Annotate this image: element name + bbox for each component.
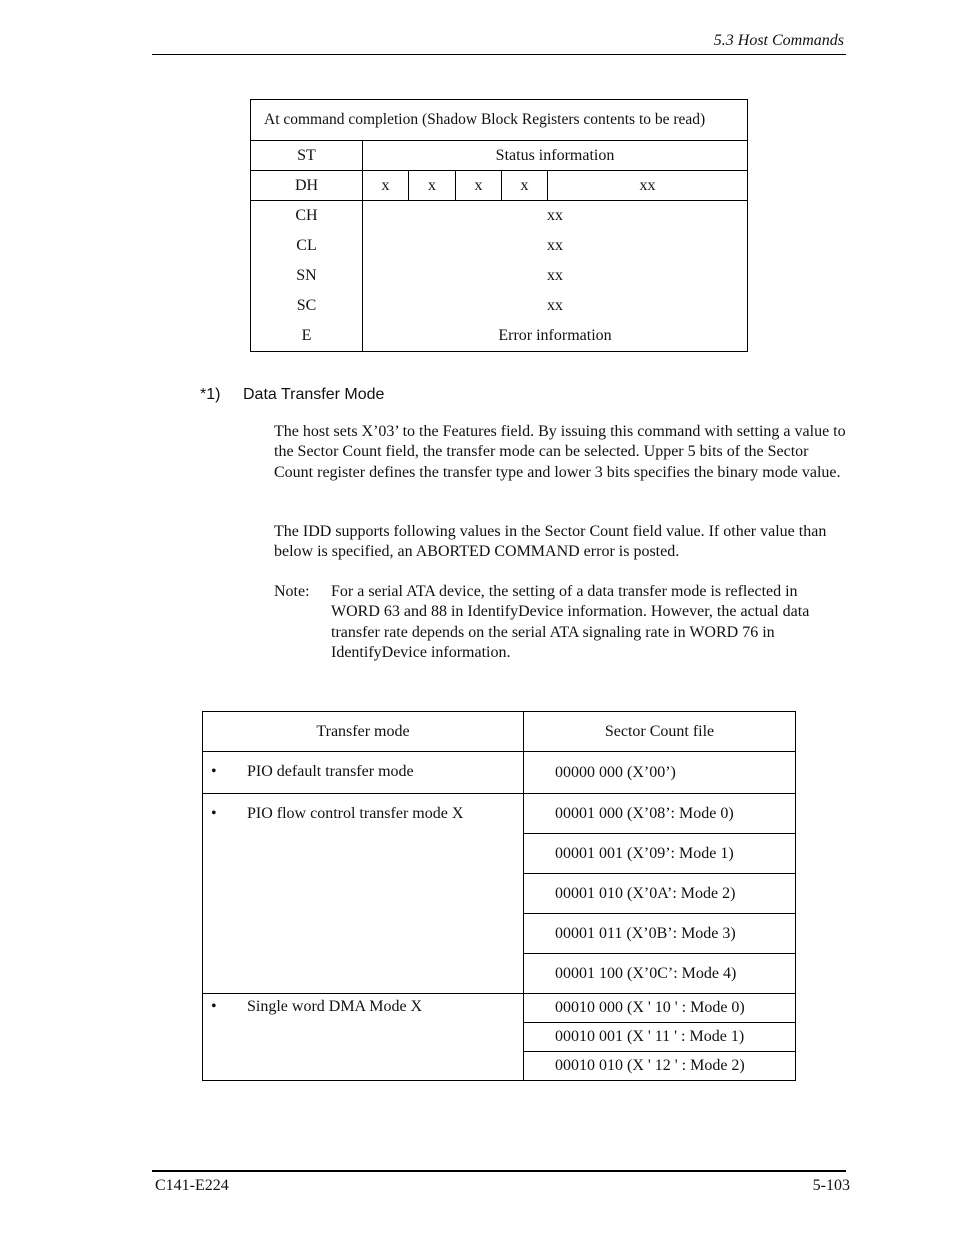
register-completion-table — [250, 99, 748, 352]
note — [274, 582, 846, 663]
mode-cell — [203, 752, 524, 794]
dh-value: xx — [548, 171, 748, 201]
sector-count-value: 00001 001 (X’09’: Mode 1) — [524, 834, 796, 874]
header-rule — [152, 54, 846, 55]
dh-bit: x — [502, 171, 548, 201]
register-value: xx — [547, 207, 563, 224]
sector-count-value: 00010 010 (X ' 12 ' : Mode 2) — [524, 1052, 796, 1081]
register-value: xx — [547, 267, 563, 284]
register-value: Error information — [498, 327, 612, 344]
register-value: xx — [547, 297, 563, 314]
paragraph: The host sets X’03’ to the Features field. By issuing this command with setting a value to the Sector Count field, the transfer mode can be selected. Upper 5 bits of the Sector Count register defines the transfer type and lower 3 bits specifies the binary mode value. — [274, 423, 846, 481]
st-label: ST — [251, 141, 363, 171]
page-number: 5-103 — [812, 1177, 850, 1194]
sector-count-value: 00001 011 (X’0B’: Mode 3) — [524, 914, 796, 954]
dh-bit: x — [363, 171, 409, 201]
running-header: 5.3 Host Commands — [713, 32, 844, 49]
register-label: CH — [295, 207, 318, 224]
note-text: For a serial ATA device, the setting of a data transfer mode is reflected in WORD 63 and 88 in IdentifyDevice information. However, the actual data transfer rate depends on the serial ATA signaling rate in WORD 76 in IdentifyDevice information. — [331, 583, 810, 661]
section-title: Data Transfer Mode — [243, 386, 385, 403]
document-id: C141-E224 — [155, 1177, 229, 1194]
mode-label: Single word DMA Mode X — [247, 998, 423, 1015]
register-value: xx — [547, 237, 563, 254]
bullet: • — [211, 998, 217, 1015]
sector-count-value: 00001 010 (X’0A’: Mode 2) — [524, 874, 796, 914]
bullet: • — [211, 805, 217, 822]
completion-table-title: At command completion (Shadow Block Registers contents to be read) — [251, 100, 748, 141]
sector-count-value: 00010 001 (X ' 11 ' : Mode 1) — [524, 1023, 796, 1052]
dh-label: DH — [251, 171, 363, 201]
note-label: Note: — [274, 583, 310, 600]
register-label: SN — [296, 267, 317, 284]
sector-count-value: 00010 000 (X ' 10 ' : Mode 0) — [524, 994, 796, 1023]
sector-count-value: 00000 000 (X’00’) — [524, 752, 796, 794]
section-heading — [200, 386, 384, 404]
mode-cell — [203, 994, 524, 1081]
transfer-mode-table — [202, 711, 796, 1081]
section-number: *1) — [200, 386, 221, 403]
register-label: CL — [296, 237, 317, 254]
register-label: SC — [296, 297, 317, 314]
register-labels — [251, 201, 363, 352]
dh-bit: x — [409, 171, 456, 201]
footer-rule — [152, 1170, 846, 1172]
sector-count-value: 00001 100 (X’0C’: Mode 4) — [524, 954, 796, 994]
dh-bit: x — [456, 171, 502, 201]
mode-label: PIO default transfer mode — [247, 763, 414, 780]
header-sector-count: Sector Count file — [524, 712, 796, 752]
paragraph: The IDD supports following values in the Sector Count field value. If other value than below is specified, an ABORTED COMMAND error is posted. — [274, 523, 827, 561]
bullet: • — [211, 763, 217, 780]
register-label: E — [301, 327, 312, 344]
register-values — [363, 201, 748, 352]
mode-cell — [203, 794, 524, 994]
header-transfer-mode: Transfer mode — [203, 712, 524, 752]
st-value: Status information — [363, 141, 748, 171]
sector-count-value: 00001 000 (X’08’: Mode 0) — [524, 794, 796, 834]
mode-label: PIO flow control transfer mode X — [247, 805, 464, 822]
